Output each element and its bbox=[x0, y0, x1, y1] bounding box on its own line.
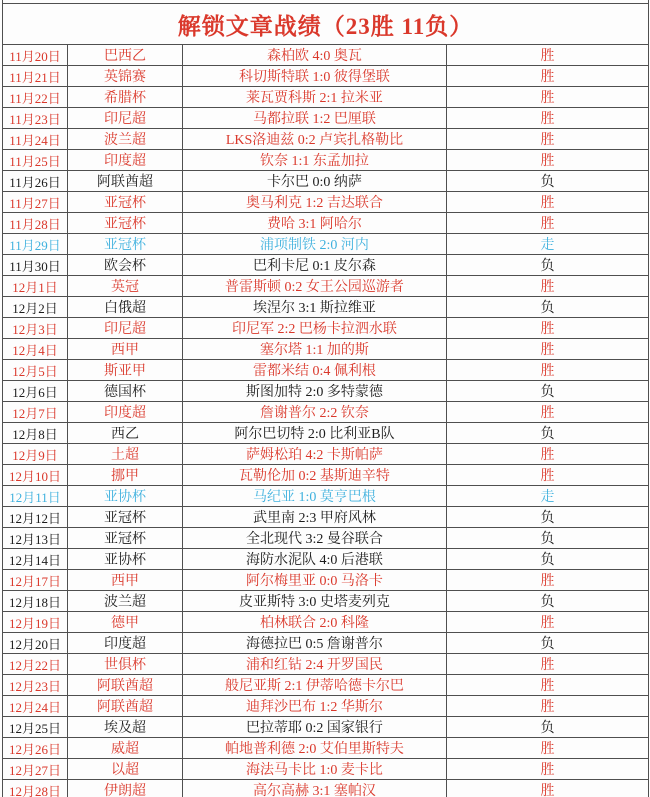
match-cell: 塞尔塔 1:1 加的斯 bbox=[183, 339, 447, 360]
match-cell: LKS洛迪兹 0:2 卢宾扎格勒比 bbox=[183, 129, 447, 150]
date-cell: 11月29日 bbox=[3, 234, 68, 255]
match-cell: 斯图加特 2:0 多特蒙德 bbox=[183, 381, 447, 402]
match-cell: 浦和红钻 2:4 开罗国民 bbox=[183, 654, 447, 675]
table-row bbox=[3, 738, 649, 759]
table-row bbox=[3, 507, 649, 528]
match-cell: 萨姆松珀 4:2 卡斯帕萨 bbox=[183, 444, 447, 465]
league-cell: 西甲 bbox=[68, 339, 183, 360]
table-row bbox=[3, 633, 649, 654]
result-cell: 负 bbox=[447, 381, 649, 402]
league-cell: 印度超 bbox=[68, 402, 183, 423]
match-cell: 詹谢普尔 2:2 钦奈 bbox=[183, 402, 447, 423]
league-cell: 白俄超 bbox=[68, 297, 183, 318]
result-cell: 胜 bbox=[447, 192, 649, 213]
result-cell: 胜 bbox=[447, 276, 649, 297]
table-row bbox=[3, 402, 649, 423]
league-cell: 威超 bbox=[68, 738, 183, 759]
date-cell: 11月27日 bbox=[3, 192, 68, 213]
league-cell: 亚冠杯 bbox=[68, 234, 183, 255]
league-cell: 亚协杯 bbox=[68, 486, 183, 507]
date-cell: 11月21日 bbox=[3, 66, 68, 87]
result-cell: 胜 bbox=[447, 339, 649, 360]
result-cell: 胜 bbox=[447, 45, 649, 66]
match-cell: 埃涅尔 3:1 斯拉维亚 bbox=[183, 297, 447, 318]
table-row bbox=[3, 45, 649, 66]
league-cell: 亚冠杯 bbox=[68, 528, 183, 549]
date-cell: 12月4日 bbox=[3, 339, 68, 360]
league-cell: 波兰超 bbox=[68, 129, 183, 150]
result-cell: 胜 bbox=[447, 696, 649, 717]
result-cell: 负 bbox=[447, 591, 649, 612]
table-row bbox=[3, 171, 649, 192]
table-row bbox=[3, 213, 649, 234]
result-cell: 胜 bbox=[447, 444, 649, 465]
match-cell: 莱瓦贾科斯 2:1 拉米亚 bbox=[183, 87, 447, 108]
date-cell: 12月10日 bbox=[3, 465, 68, 486]
league-cell: 西甲 bbox=[68, 570, 183, 591]
table-row bbox=[3, 381, 649, 402]
table-row bbox=[3, 528, 649, 549]
date-cell: 12月23日 bbox=[3, 675, 68, 696]
table-row bbox=[3, 297, 649, 318]
match-cell: 般尼亚斯 2:1 伊蒂哈德卡尔巴 bbox=[183, 675, 447, 696]
date-cell: 12月6日 bbox=[3, 381, 68, 402]
result-cell: 负 bbox=[447, 528, 649, 549]
table-row bbox=[3, 276, 649, 297]
league-cell: 阿联酋超 bbox=[68, 696, 183, 717]
league-cell: 斯亚甲 bbox=[68, 360, 183, 381]
title-row bbox=[3, 4, 649, 45]
match-cell: 海德拉巴 0:5 詹谢普尔 bbox=[183, 633, 447, 654]
league-cell: 德甲 bbox=[68, 612, 183, 633]
table-row bbox=[3, 444, 649, 465]
match-cell: 皮亚斯特 3:0 史塔麦列克 bbox=[183, 591, 447, 612]
league-cell: 伊朗超 bbox=[68, 780, 183, 797]
league-cell: 亚协杯 bbox=[68, 549, 183, 570]
result-cell: 胜 bbox=[447, 213, 649, 234]
league-cell: 埃及超 bbox=[68, 717, 183, 738]
table-row bbox=[3, 675, 649, 696]
result-cell: 胜 bbox=[447, 87, 649, 108]
date-cell: 12月7日 bbox=[3, 402, 68, 423]
table-row bbox=[3, 486, 649, 507]
league-cell: 英冠 bbox=[68, 276, 183, 297]
date-cell: 11月23日 bbox=[3, 108, 68, 129]
result-cell: 负 bbox=[447, 633, 649, 654]
match-cell: 浦项制铁 2:0 河内 bbox=[183, 234, 447, 255]
match-cell: 阿尔梅里亚 0:0 马洛卡 bbox=[183, 570, 447, 591]
table-row bbox=[3, 66, 649, 87]
result-cell: 胜 bbox=[447, 402, 649, 423]
page-title: 解锁文章战绩（23胜 11负） bbox=[3, 4, 649, 45]
match-cell: 奥马利克 1:2 吉达联合 bbox=[183, 192, 447, 213]
date-cell: 12月14日 bbox=[3, 549, 68, 570]
date-cell: 11月26日 bbox=[3, 171, 68, 192]
match-cell: 帕地普利德 2:0 艾伯里斯特夫 bbox=[183, 738, 447, 759]
table-row bbox=[3, 591, 649, 612]
result-cell: 负 bbox=[447, 171, 649, 192]
table-row bbox=[3, 129, 649, 150]
match-cell: 全北现代 3:2 曼谷联合 bbox=[183, 528, 447, 549]
table-row bbox=[3, 234, 649, 255]
league-cell: 以超 bbox=[68, 759, 183, 780]
league-cell: 阿联酋超 bbox=[68, 171, 183, 192]
date-cell: 12月1日 bbox=[3, 276, 68, 297]
result-cell: 胜 bbox=[447, 759, 649, 780]
date-cell: 12月19日 bbox=[3, 612, 68, 633]
match-cell: 普雷斯顿 0:2 女王公园巡游者 bbox=[183, 276, 447, 297]
match-cell: 费哈 3:1 阿哈尔 bbox=[183, 213, 447, 234]
result-cell: 胜 bbox=[447, 738, 649, 759]
date-cell: 11月25日 bbox=[3, 150, 68, 171]
result-cell: 胜 bbox=[447, 654, 649, 675]
date-cell: 12月2日 bbox=[3, 297, 68, 318]
league-cell: 亚冠杯 bbox=[68, 192, 183, 213]
date-cell: 12月9日 bbox=[3, 444, 68, 465]
result-cell: 胜 bbox=[447, 129, 649, 150]
match-cell: 马都拉联 1:2 巴厘联 bbox=[183, 108, 447, 129]
table-row bbox=[3, 549, 649, 570]
date-cell: 11月28日 bbox=[3, 213, 68, 234]
league-cell: 西乙 bbox=[68, 423, 183, 444]
match-cell: 钦奈 1:1 东孟加拉 bbox=[183, 150, 447, 171]
match-cell: 雷都米结 0:4 佩利根 bbox=[183, 360, 447, 381]
date-cell: 11月30日 bbox=[3, 255, 68, 276]
date-cell: 12月12日 bbox=[3, 507, 68, 528]
league-cell: 世俱杯 bbox=[68, 654, 183, 675]
league-cell: 印尼超 bbox=[68, 318, 183, 339]
match-cell: 马纪亚 1:0 莫亨巴根 bbox=[183, 486, 447, 507]
league-cell: 亚冠杯 bbox=[68, 213, 183, 234]
results-table-body bbox=[3, 0, 649, 797]
match-cell: 海法马卡比 1:0 麦卡比 bbox=[183, 759, 447, 780]
table-row bbox=[3, 696, 649, 717]
result-cell: 负 bbox=[447, 549, 649, 570]
result-cell: 胜 bbox=[447, 66, 649, 87]
league-cell: 德国杯 bbox=[68, 381, 183, 402]
date-cell: 12月5日 bbox=[3, 360, 68, 381]
match-cell: 柏林联合 2:0 科隆 bbox=[183, 612, 447, 633]
table-row bbox=[3, 108, 649, 129]
table-row bbox=[3, 654, 649, 675]
league-cell: 土超 bbox=[68, 444, 183, 465]
table-row bbox=[3, 759, 649, 780]
league-cell: 希腊杯 bbox=[68, 87, 183, 108]
match-cell: 海防水泥队 4:0 后港联 bbox=[183, 549, 447, 570]
match-cell: 科切斯特联 1:0 彼得堡联 bbox=[183, 66, 447, 87]
date-cell: 12月24日 bbox=[3, 696, 68, 717]
result-cell: 负 bbox=[447, 507, 649, 528]
league-cell: 印度超 bbox=[68, 150, 183, 171]
results-table bbox=[2, 0, 649, 797]
table-row bbox=[3, 192, 649, 213]
match-cell: 卡尔巴 0:0 纳萨 bbox=[183, 171, 447, 192]
date-cell: 12月13日 bbox=[3, 528, 68, 549]
result-cell: 胜 bbox=[447, 612, 649, 633]
league-cell: 印尼超 bbox=[68, 108, 183, 129]
result-cell: 负 bbox=[447, 297, 649, 318]
match-cell: 森柏欧 4:0 奥瓦 bbox=[183, 45, 447, 66]
table-row bbox=[3, 360, 649, 381]
date-cell: 12月18日 bbox=[3, 591, 68, 612]
match-cell: 巴利卡尼 0:1 皮尔森 bbox=[183, 255, 447, 276]
date-cell: 12月27日 bbox=[3, 759, 68, 780]
table-row bbox=[3, 87, 649, 108]
date-cell: 12月8日 bbox=[3, 423, 68, 444]
match-cell: 瓦勒伦加 0:2 基斯迪辛特 bbox=[183, 465, 447, 486]
table-row bbox=[3, 612, 649, 633]
result-cell: 负 bbox=[447, 423, 649, 444]
date-cell: 11月22日 bbox=[3, 87, 68, 108]
table-row bbox=[3, 255, 649, 276]
match-cell: 高尔高赫 3:1 塞帕汉 bbox=[183, 780, 447, 797]
result-cell: 胜 bbox=[447, 675, 649, 696]
date-cell: 11月24日 bbox=[3, 129, 68, 150]
league-cell: 亚冠杯 bbox=[68, 507, 183, 528]
result-cell: 胜 bbox=[447, 318, 649, 339]
date-cell: 12月22日 bbox=[3, 654, 68, 675]
league-cell: 波兰超 bbox=[68, 591, 183, 612]
league-cell: 英锦赛 bbox=[68, 66, 183, 87]
match-cell: 武里南 2:3 甲府风林 bbox=[183, 507, 447, 528]
league-cell: 阿联酋超 bbox=[68, 675, 183, 696]
result-cell: 胜 bbox=[447, 360, 649, 381]
result-cell: 负 bbox=[447, 255, 649, 276]
table-row bbox=[3, 570, 649, 591]
table-row bbox=[3, 423, 649, 444]
match-cell: 迪拜沙巴布 1:2 华斯尔 bbox=[183, 696, 447, 717]
result-cell: 胜 bbox=[447, 150, 649, 171]
league-cell: 巴西乙 bbox=[68, 45, 183, 66]
league-cell: 挪甲 bbox=[68, 465, 183, 486]
date-cell: 11月20日 bbox=[3, 45, 68, 66]
date-cell: 12月20日 bbox=[3, 633, 68, 654]
match-cell: 巴拉蒂耶 0:2 国家银行 bbox=[183, 717, 447, 738]
result-cell: 胜 bbox=[447, 465, 649, 486]
result-cell: 胜 bbox=[447, 108, 649, 129]
date-cell: 12月25日 bbox=[3, 717, 68, 738]
table-row bbox=[3, 717, 649, 738]
match-cell: 印尼军 2:2 巴杨卡拉泗水联 bbox=[183, 318, 447, 339]
match-cell: 阿尔巴切特 2:0 比利亚B队 bbox=[183, 423, 447, 444]
table-row bbox=[3, 465, 649, 486]
result-cell: 负 bbox=[447, 717, 649, 738]
table-row bbox=[3, 318, 649, 339]
date-cell: 12月17日 bbox=[3, 570, 68, 591]
table-row bbox=[3, 339, 649, 360]
result-cell: 胜 bbox=[447, 570, 649, 591]
result-cell: 走 bbox=[447, 234, 649, 255]
date-cell: 12月11日 bbox=[3, 486, 68, 507]
date-cell: 12月28日 bbox=[3, 780, 68, 797]
table-row bbox=[3, 150, 649, 171]
result-cell: 胜 bbox=[447, 780, 649, 797]
league-cell: 欧会杯 bbox=[68, 255, 183, 276]
league-cell: 印度超 bbox=[68, 633, 183, 654]
result-cell: 走 bbox=[447, 486, 649, 507]
table-row bbox=[3, 780, 649, 797]
date-cell: 12月3日 bbox=[3, 318, 68, 339]
date-cell: 12月26日 bbox=[3, 738, 68, 759]
